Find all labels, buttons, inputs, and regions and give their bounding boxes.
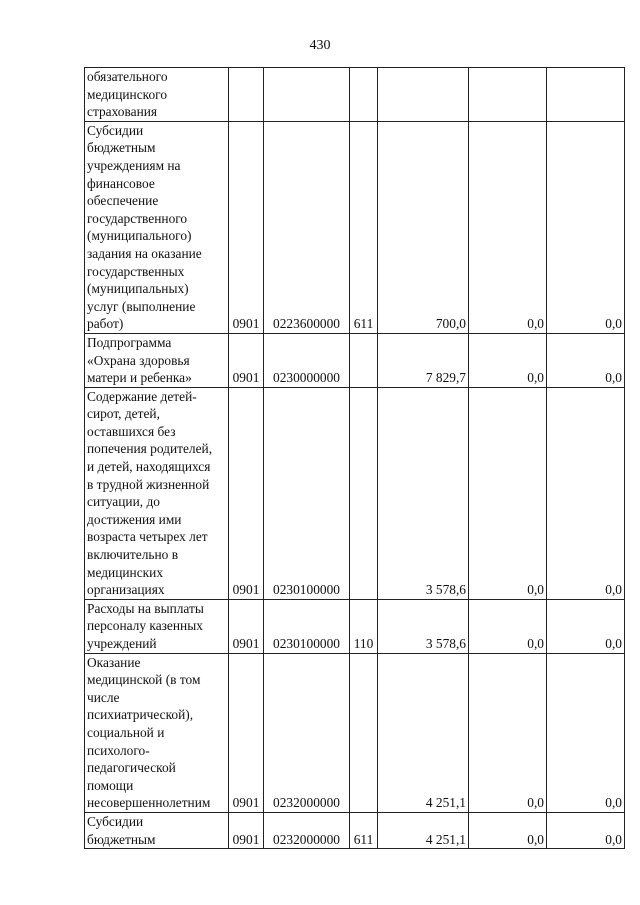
amount: 4 251,1 <box>378 653 469 812</box>
row-name: Субсидии бюджетным учреждениям на финансовое обеспечение государственного (муниципального) задания на оказание государственных (муниципальных) услуг (выполнение работ) <box>85 121 229 333</box>
expense-type-code <box>350 653 378 812</box>
page-number: 430 <box>309 38 331 53</box>
section-code: 0901 <box>229 121 264 333</box>
amount-year-3 <box>547 68 625 122</box>
section-code: 0901 <box>229 653 264 812</box>
amount: 3 578,6 <box>378 599 469 653</box>
amount: 700,0 <box>378 121 469 333</box>
table-row <box>85 599 625 653</box>
section-code: 0901 <box>229 599 264 653</box>
row-name: обязательного медицинского страхования <box>85 68 229 122</box>
row-name: Оказание медицинской (в том числе психиатрической), социальной и психолого- педагогической помощи несовершеннолетним <box>85 653 229 812</box>
amount-year-2: 0,0 <box>469 653 547 812</box>
amount-year-2 <box>469 68 547 122</box>
row-name: Содержание детей- сирот, детей, оставшихся без попечения родителей, и детей, находящихся в трудной жизненной ситуации, до достижения ими возраста четырех лет включительно в медицинских организациях <box>85 387 229 599</box>
section-code: 0901 <box>229 333 264 387</box>
amount-year-2: 0,0 <box>469 599 547 653</box>
expense-type-code: 611 <box>350 121 378 333</box>
expense-type-code <box>350 387 378 599</box>
amount: 7 829,7 <box>378 333 469 387</box>
target-article-code: 0232000000 <box>264 653 350 812</box>
budget-table <box>84 67 625 849</box>
amount-year-2: 0,0 <box>469 121 547 333</box>
table-row <box>85 333 625 387</box>
table-row <box>85 68 625 122</box>
expense-type-code <box>350 333 378 387</box>
target-article-code: 0232000000 <box>264 812 350 848</box>
target-article-code: 0230100000 <box>264 387 350 599</box>
table-row <box>85 653 625 812</box>
amount-year-2: 0,0 <box>469 387 547 599</box>
amount-year-3: 0,0 <box>547 387 625 599</box>
section-code <box>229 68 264 122</box>
row-name: Субсидии бюджетным <box>85 812 229 848</box>
row-name: Расходы на выплаты персоналу казенных учреждений <box>85 599 229 653</box>
amount: 3 578,6 <box>378 387 469 599</box>
target-article-code: 0230000000 <box>264 333 350 387</box>
amount-year-2: 0,0 <box>469 333 547 387</box>
target-article-code: 0223600000 <box>264 121 350 333</box>
table-row <box>85 812 625 848</box>
section-code: 0901 <box>229 387 264 599</box>
amount-year-3: 0,0 <box>547 812 625 848</box>
amount-year-3: 0,0 <box>547 121 625 333</box>
table-row <box>85 121 625 333</box>
amount-year-3: 0,0 <box>547 333 625 387</box>
table-row <box>85 387 625 599</box>
expense-type-code: 611 <box>350 812 378 848</box>
section-code: 0901 <box>229 812 264 848</box>
target-article-code: 0230100000 <box>264 599 350 653</box>
amount: 4 251,1 <box>378 812 469 848</box>
amount <box>378 68 469 122</box>
expense-type-code <box>350 68 378 122</box>
target-article-code <box>264 68 350 122</box>
amount-year-3: 0,0 <box>547 599 625 653</box>
amount-year-3: 0,0 <box>547 653 625 812</box>
amount-year-2: 0,0 <box>469 812 547 848</box>
expense-type-code: 110 <box>350 599 378 653</box>
row-name: Подпрограмма «Охрана здоровья матери и ребенка» <box>85 333 229 387</box>
